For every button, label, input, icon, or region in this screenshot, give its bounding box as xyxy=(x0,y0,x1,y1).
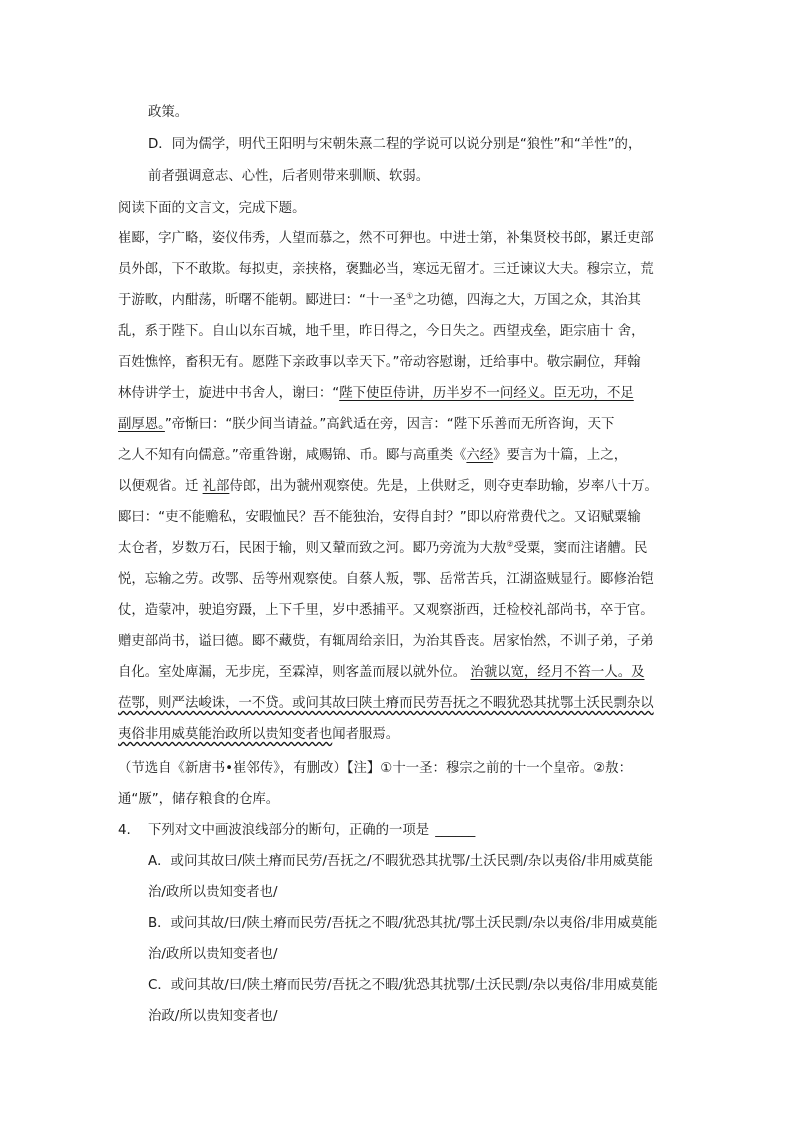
passage-line: 悦，忘输之劳。改鄂、岳等州观察使。自蔡人叛，鄂、岳常苦兵，江湖盗贼显行。郾修治铠 xyxy=(118,572,654,587)
prev-question-tail: 政策。 xyxy=(148,105,189,120)
option-b-line-2: 治/政所以贵知变者也/ xyxy=(148,947,278,962)
passage-line: 崔郾，字广略，姿仪伟秀，人望而慕之，然不可狎也。中进士第，补集贤校书郎，累迁吏部 xyxy=(118,231,654,246)
prev-option-d-line-2: 前者强调意志、心性，后者则带来驯顺、软弱。 xyxy=(148,169,430,184)
source-note-line-2: 通“厫”，储存粮食的仓库。 xyxy=(118,792,280,807)
prev-option-d-line-1: D．同为儒学，明代王阳明与宋朝朱熹二程的学说可以说分别是“狼性”和“羊性”的， xyxy=(148,137,642,152)
reading-instruction: 阅读下面的文言文，完成下题。 xyxy=(118,201,306,216)
wavy-underlined-sentence: 夷俗非用威莫能治政所以贵知变者也 xyxy=(118,727,333,742)
underlined-term: 六经 xyxy=(466,448,494,463)
passage-line: 太仓者，岁数万石，民困于输，则又輦而致之河。郾乃旁流为大敖②受粟，窦而注诸艚。民 xyxy=(118,539,648,556)
passage-line: 郾曰：“吏不能赡私，安暇恤民？吾不能独治，安得自封？”即以府常费代之。又诏赋粟输 xyxy=(118,510,641,525)
underlined-term: 礼部 xyxy=(202,479,230,494)
passage-line: 赠吏部尚书，谥曰德。郾不藏赀，有辄周给亲旧，为治其昏丧。居家怡然，不训子弟，子弟 xyxy=(118,634,654,649)
passage-line: 副厚恩。”帝惭曰：“朕少间当请益。”高釴适在旁，因言：“陛下乐善而无所咨询，天下 xyxy=(118,417,615,432)
option-a-line-1: A．或问其故曰/陕土瘠而民劳/吾抚之/不暇犹恐其扰鄂/土沃民剽/杂以夷俗/非用威莫能 xyxy=(148,854,653,869)
wavy-underlined-sentence: 莅鄂，则严法峻诛，一不贷。或问其故曰陕土瘠而民劳吾抚之不暇犹恐其扰鄂土沃民剽杂以 xyxy=(118,696,654,711)
question-number: 4. xyxy=(118,823,131,838)
underlined-sentence: 副厚恩。 xyxy=(118,417,165,432)
footnote-marker-1: ① xyxy=(406,291,414,301)
underlined-sentence: 陛下使臣侍讲，历半岁不一问经义。臣无功，不足 xyxy=(339,386,634,401)
option-a-line-2: 治/政所以贵知变者也/ xyxy=(148,885,278,900)
passage-line: 员外郎，下不敢欺。每拟吏，亲挟格，褒黜必当，寒远无留才。三迁谏议大夫。穆宗立，荒 xyxy=(118,262,654,277)
passage-line: 夷俗非用威莫能治政所以贵知变者也闻者服焉。 xyxy=(118,727,400,742)
footnote-marker-2: ② xyxy=(506,539,514,549)
underlined-sentence: 治虢以宽，经月不笞一人。及 xyxy=(470,665,645,680)
passage-line: 以便观省。迁 礼部侍郎，出为虢州观察使。先是，上供财乏，则夺吏奉助输，岁率八十万。 xyxy=(118,479,658,494)
passage-line: 之人不知有向儒意。”帝重咎谢，咸赐锦、币。郾与高重类《六经》要言为十篇，上之， xyxy=(118,448,628,463)
option-c-line-1: C．或问其故/曰/陕土瘠而民劳/吾抚之不暇/犹恐其扰鄂/土沃民剽/杂以夷俗/非用威莫能 xyxy=(148,978,658,993)
passage-line: 百姓憔悴，畜积无有。愿陛下亲政事以幸天下。”帝动容慰谢，迁给事中。敬宗嗣位，拜翰 xyxy=(118,355,641,370)
passage-line: 自化。室处庳漏，无步庑，至霖淖，则客盖而屐以就外位。 治虢以宽，经月不笞一人。及 xyxy=(118,665,645,680)
question-stem: 下列对文中画波浪线部分的断句，正确的一项是 ______ xyxy=(148,823,476,838)
source-note-line-1: （节选自《新唐书•崔邻传》，有删改）【注】①十一圣：穆宗之前的十一个皇帝。②敖： xyxy=(118,761,632,776)
passage-line: 仗，造蒙冲，驶追穷蹑，上下千里，岁中悉捕平。又观察浙西，迁检校礼部尚书，卒于官。 xyxy=(118,603,654,618)
passage-line: 乱，系于陛下。自山以东百城，地千里，昨日得之，今日失之。西望戎垒，距宗庙十 舍， xyxy=(118,324,645,339)
passage-line: 于游畋，内酣荡，昕曙不能朝。郾进曰：“十一圣①之功德，四海之大，万国之众，其治其 xyxy=(118,291,641,308)
option-b-line-1: B．或问其故/曰/陕土瘠而民劳/吾抚之不暇/犹恐其扰/鄂土沃民剽/杂以夷俗/非用威莫能 xyxy=(148,916,658,931)
option-c-line-2: 治政/所以贵知变者也/ xyxy=(148,1009,278,1024)
answer-blank: ______ xyxy=(435,823,476,838)
passage-line: 林侍讲学士，旋进中书舍人，谢曰：“陛下使臣侍讲，历半岁不一问经义。臣无功，不足 xyxy=(118,386,634,401)
passage-line xyxy=(118,695,674,713)
